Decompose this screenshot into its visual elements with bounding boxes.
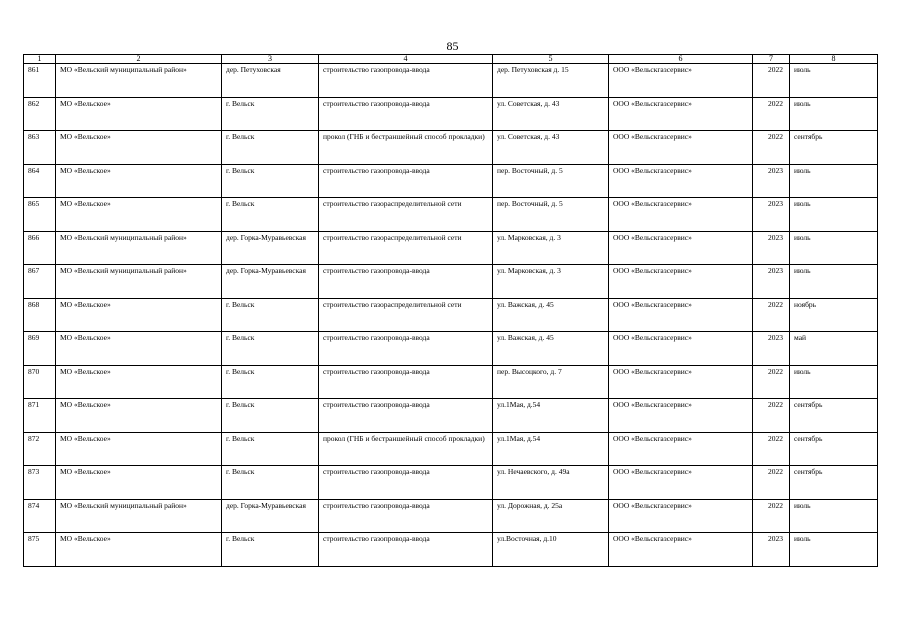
- row-number-cell: 865: [24, 198, 56, 232]
- table-row: [24, 64, 878, 98]
- work-type-cell: строительство газопровода-ввода: [319, 265, 493, 299]
- address-cell: ул.1Мая, д.54: [493, 399, 609, 433]
- contractor-cell: ООО «Вельскгазсервис»: [609, 533, 753, 567]
- settlement-cell: дер. Горка-Муравьевская: [222, 231, 319, 265]
- municipality-cell: МО «Вельский муниципальный район»: [56, 64, 222, 98]
- work-type-cell: строительство газопровода-ввода: [319, 533, 493, 567]
- municipality-cell: МО «Вельское»: [56, 365, 222, 399]
- table-row: [24, 131, 878, 165]
- column-header: 6: [609, 55, 753, 64]
- row-number-cell: 867: [24, 265, 56, 299]
- contractor-cell: ООО «Вельскгазсервис»: [609, 198, 753, 232]
- settlement-cell: г. Вельск: [222, 533, 319, 567]
- contractor-cell: ООО «Вельскгазсервис»: [609, 131, 753, 165]
- year-cell: 2023: [753, 164, 790, 198]
- row-number-cell: 872: [24, 432, 56, 466]
- month-cell: июль: [790, 499, 878, 533]
- table-body: [24, 55, 878, 567]
- work-type-cell: строительство газопровода-ввода: [319, 164, 493, 198]
- work-type-cell: строительство газопровода-ввода: [319, 97, 493, 131]
- settlement-cell: дер. Горка-Муравьевская: [222, 499, 319, 533]
- work-type-cell: строительство газопровода-ввода: [319, 466, 493, 500]
- settlement-cell: г. Вельск: [222, 466, 319, 500]
- work-type-cell: строительство газораспределительной сети: [319, 231, 493, 265]
- month-cell: июль: [790, 97, 878, 131]
- month-cell: июль: [790, 64, 878, 98]
- column-header: 3: [222, 55, 319, 64]
- settlement-cell: дер. Горка-Муравьевская: [222, 265, 319, 299]
- work-type-cell: строительство газораспределительной сети: [319, 198, 493, 232]
- work-type-cell: строительство газопровода-ввода: [319, 64, 493, 98]
- table-row: [24, 466, 878, 500]
- year-cell: 2023: [753, 265, 790, 299]
- month-cell: ноябрь: [790, 298, 878, 332]
- column-number-row: [24, 55, 878, 64]
- address-cell: ул.1Мая, д.54: [493, 432, 609, 466]
- municipality-cell: МО «Вельский муниципальный район»: [56, 231, 222, 265]
- row-number-cell: 864: [24, 164, 56, 198]
- table-row: [24, 231, 878, 265]
- row-number-cell: 870: [24, 365, 56, 399]
- contractor-cell: ООО «Вельскгазсервис»: [609, 164, 753, 198]
- column-header: 4: [319, 55, 493, 64]
- table-row: [24, 265, 878, 299]
- municipality-cell: МО «Вельское»: [56, 298, 222, 332]
- work-type-cell: строительство газопровода-ввода: [319, 332, 493, 366]
- column-header: 5: [493, 55, 609, 64]
- table-row: [24, 298, 878, 332]
- settlement-cell: г. Вельск: [222, 365, 319, 399]
- address-cell: дер. Петуховская д. 15: [493, 64, 609, 98]
- month-cell: сентябрь: [790, 432, 878, 466]
- contractor-cell: ООО «Вельскгазсервис»: [609, 231, 753, 265]
- contractor-cell: ООО «Вельскгазсервис»: [609, 432, 753, 466]
- contractor-cell: ООО «Вельскгазсервис»: [609, 365, 753, 399]
- settlement-cell: г. Вельск: [222, 432, 319, 466]
- year-cell: 2023: [753, 198, 790, 232]
- address-cell: пер. Восточный, д. 5: [493, 198, 609, 232]
- month-cell: июль: [790, 533, 878, 567]
- month-cell: июль: [790, 164, 878, 198]
- settlement-cell: г. Вельск: [222, 131, 319, 165]
- row-number-cell: 868: [24, 298, 56, 332]
- address-cell: ул. Советская, д. 43: [493, 131, 609, 165]
- contractor-cell: ООО «Вельскгазсервис»: [609, 64, 753, 98]
- row-number-cell: 862: [24, 97, 56, 131]
- municipality-cell: МО «Вельское»: [56, 399, 222, 433]
- municipality-cell: МО «Вельское»: [56, 164, 222, 198]
- settlement-cell: г. Вельск: [222, 97, 319, 131]
- table-row: [24, 499, 878, 533]
- table-row: [24, 533, 878, 567]
- municipality-cell: МО «Вельский муниципальный район»: [56, 499, 222, 533]
- month-cell: май: [790, 332, 878, 366]
- municipality-cell: МО «Вельский муниципальный район»: [56, 265, 222, 299]
- address-cell: ул. Марковская, д. 3: [493, 231, 609, 265]
- address-cell: пер. Высоцкого, д. 7: [493, 365, 609, 399]
- row-number-cell: 866: [24, 231, 56, 265]
- municipality-cell: МО «Вельское»: [56, 332, 222, 366]
- address-cell: пер. Восточный, д. 5: [493, 164, 609, 198]
- year-cell: 2023: [753, 533, 790, 567]
- work-type-cell: строительство газораспределительной сети: [319, 298, 493, 332]
- contractor-cell: ООО «Вельскгазсервис»: [609, 298, 753, 332]
- row-number-cell: 874: [24, 499, 56, 533]
- row-number-cell: 871: [24, 399, 56, 433]
- municipality-cell: МО «Вельское»: [56, 131, 222, 165]
- table-row: [24, 97, 878, 131]
- settlement-cell: г. Вельск: [222, 298, 319, 332]
- work-type-cell: строительство газопровода-ввода: [319, 399, 493, 433]
- work-type-cell: прокол (ГНБ и бестраншейный способ прокладки): [319, 131, 493, 165]
- address-cell: ул. Марковская, д. 3: [493, 265, 609, 299]
- year-cell: 2022: [753, 97, 790, 131]
- year-cell: 2022: [753, 131, 790, 165]
- row-number-cell: 873: [24, 466, 56, 500]
- table-row: [24, 332, 878, 366]
- column-header: 2: [56, 55, 222, 64]
- address-cell: ул. Советская, д. 43: [493, 97, 609, 131]
- table-row: [24, 399, 878, 433]
- month-cell: сентябрь: [790, 131, 878, 165]
- year-cell: 2022: [753, 499, 790, 533]
- row-number-cell: 869: [24, 332, 56, 366]
- row-number-cell: 863: [24, 131, 56, 165]
- column-header: 7: [753, 55, 790, 64]
- month-cell: июль: [790, 198, 878, 232]
- register-table: [23, 54, 878, 567]
- municipality-cell: МО «Вельское»: [56, 533, 222, 567]
- year-cell: 2022: [753, 399, 790, 433]
- settlement-cell: г. Вельск: [222, 198, 319, 232]
- address-cell: ул. Важская, д. 45: [493, 332, 609, 366]
- year-cell: 2022: [753, 432, 790, 466]
- year-cell: 2023: [753, 231, 790, 265]
- contractor-cell: ООО «Вельскгазсервис»: [609, 97, 753, 131]
- column-header: 8: [790, 55, 878, 64]
- table-row: [24, 432, 878, 466]
- contractor-cell: ООО «Вельскгазсервис»: [609, 399, 753, 433]
- municipality-cell: МО «Вельское»: [56, 432, 222, 466]
- work-type-cell: строительство газопровода-ввода: [319, 365, 493, 399]
- year-cell: 2022: [753, 64, 790, 98]
- work-type-cell: прокол (ГНБ и бестраншейный способ прокладки): [319, 432, 493, 466]
- contractor-cell: ООО «Вельскгазсервис»: [609, 499, 753, 533]
- municipality-cell: МО «Вельское»: [56, 97, 222, 131]
- address-cell: ул. Важская, д. 45: [493, 298, 609, 332]
- row-number-cell: 875: [24, 533, 56, 567]
- month-cell: июль: [790, 265, 878, 299]
- address-cell: ул.Восточная, д.10: [493, 533, 609, 567]
- month-cell: сентябрь: [790, 466, 878, 500]
- address-cell: ул. Нечаевского, д. 49а: [493, 466, 609, 500]
- table-row: [24, 198, 878, 232]
- settlement-cell: дер. Петуховская: [222, 64, 319, 98]
- year-cell: 2022: [753, 466, 790, 500]
- month-cell: июль: [790, 231, 878, 265]
- year-cell: 2023: [753, 332, 790, 366]
- municipality-cell: МО «Вельское»: [56, 466, 222, 500]
- settlement-cell: г. Вельск: [222, 164, 319, 198]
- month-cell: июль: [790, 365, 878, 399]
- settlement-cell: г. Вельск: [222, 332, 319, 366]
- settlement-cell: г. Вельск: [222, 399, 319, 433]
- table-row: [24, 365, 878, 399]
- contractor-cell: ООО «Вельскгазсервис»: [609, 466, 753, 500]
- address-cell: ул. Дорожная, д. 25а: [493, 499, 609, 533]
- month-cell: сентябрь: [790, 399, 878, 433]
- year-cell: 2022: [753, 365, 790, 399]
- column-header: 1: [24, 55, 56, 64]
- table-row: [24, 164, 878, 198]
- row-number-cell: 861: [24, 64, 56, 98]
- contractor-cell: ООО «Вельскгазсервис»: [609, 332, 753, 366]
- municipality-cell: МО «Вельское»: [56, 198, 222, 232]
- contractor-cell: ООО «Вельскгазсервис»: [609, 265, 753, 299]
- page-number: 85: [446, 39, 459, 53]
- work-type-cell: строительство газопровода-ввода: [319, 499, 493, 533]
- year-cell: 2022: [753, 298, 790, 332]
